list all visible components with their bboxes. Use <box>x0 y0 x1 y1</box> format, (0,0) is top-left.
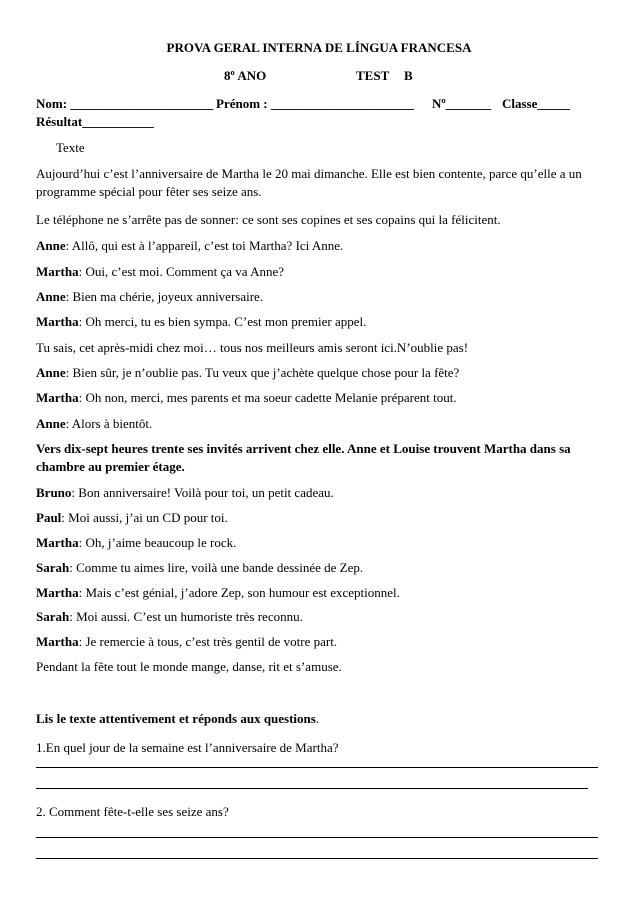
dialogue-line <box>36 264 284 280</box>
arrival-paragraph-line2: chambre au premier étage. <box>36 459 185 474</box>
dialogue-text: : Alors à bientôt. <box>65 416 153 431</box>
speaker-name: Bruno <box>36 485 72 500</box>
dialogue-line <box>36 609 303 625</box>
dialogue-text: : Oh non, merci, mes parents et ma soeur cadette Melanie préparent tout. <box>78 390 457 405</box>
dialogue-text: : Comme tu aimes lire, voilà une bande dessinée de Zep. <box>69 560 364 575</box>
dialogue-text: : Mais c’est génial, j’adore Zep, son humour est exceptionnel. <box>78 585 400 600</box>
dialogue-text: : Oh merci, tu es bien sympa. C’est mon premier appel. <box>78 314 367 329</box>
test-variant: B <box>404 68 413 83</box>
dialogue-text: : Moi aussi, j’ai un CD pour toi. <box>61 510 228 525</box>
dialogue-line <box>36 535 236 551</box>
numero-field[interactable]: Nº_______ <box>432 96 492 111</box>
prenom-field[interactable]: Prénom : ______________________ <box>216 96 414 111</box>
answer-line[interactable] <box>36 788 588 789</box>
dialogue-text: : Bien sûr, je n’oublie pas. Tu veux que j’achète quelque chose pour la fête? <box>65 365 460 380</box>
answer-line[interactable] <box>36 837 598 838</box>
answer-line[interactable] <box>36 858 598 859</box>
dialogue-text: : Moi aussi. C’est un humoriste très reconnu. <box>69 609 303 624</box>
speaker-name: Paul <box>36 510 62 525</box>
dialogue-line <box>36 510 228 526</box>
dialogue-line <box>36 585 400 601</box>
instructions <box>36 711 319 727</box>
closing-paragraph: Pendant la fête tout le monde mange, danse, rit et s’amuse. <box>36 659 342 674</box>
dialogue-line <box>36 560 363 576</box>
speaker-name: Anne <box>36 365 66 380</box>
intro-paragraph-line2: programme spécial pour fêter ses seize ans. <box>36 184 262 199</box>
classe-field[interactable]: Classe_____ <box>502 96 570 111</box>
dialogue-text: : Je remercie à tous, c’est très gentil de votre part. <box>78 634 338 649</box>
speaker-name: Martha <box>36 264 79 279</box>
dialogue-text: : Bien ma chérie, joyeux anniversaire. <box>65 289 264 304</box>
speaker-name: Martha <box>36 634 79 649</box>
arrival-paragraph-line1: Vers dix-sept heures trente ses invités arrivent chez elle. Anne et Louise trouvent Martha dans sa <box>36 441 571 456</box>
speaker-name: Sarah <box>36 560 70 575</box>
question-1: 1.En quel jour de la semaine est l’anniversaire de Martha? <box>36 740 339 755</box>
dialogue-continuation: Tu sais, cet après-midi chez moi… tous nos meilleurs amis seront ici.N’oublie pas! <box>36 340 469 355</box>
dialogue-line <box>36 416 152 432</box>
intro-paragraph-line1: Aujourd’hui c’est l’anniversaire de Martha le 20 mai dimanche. Elle est bien contente, parce qu’elle a un <box>36 166 582 181</box>
speaker-name: Martha <box>36 535 79 550</box>
phone-paragraph: Le téléphone ne s’arrête pas de sonner: ce sont ses copines et ses copains qui la félicitent. <box>36 212 501 227</box>
speaker-name: Anne <box>36 416 66 431</box>
answer-line[interactable] <box>36 767 598 768</box>
instructions-text: Lis le texte attentivement et réponds aux questions <box>36 711 316 726</box>
dialogue-text: : Allô, qui est à l’appareil, c’est toi Martha? Ici Anne. <box>65 238 344 253</box>
dialogue-line <box>36 634 337 650</box>
speaker-name: Martha <box>36 585 79 600</box>
dialogue-line <box>36 365 459 381</box>
dialogue-line <box>36 390 457 406</box>
speaker-name: Martha <box>36 390 79 405</box>
resultat-field[interactable]: Résultat___________ <box>36 114 154 129</box>
dialogue-text: : Oh, j’aime beaucoup le rock. <box>78 535 237 550</box>
instructions-period: . <box>315 711 320 726</box>
question-2: 2. Comment fête-t-elle ses seize ans? <box>36 804 229 819</box>
dialogue-text: : Bon anniversaire! Voilà pour toi, un petit cadeau. <box>71 485 334 500</box>
speaker-name: Anne <box>36 289 66 304</box>
dialogue-line <box>36 238 343 254</box>
speaker-name: Martha <box>36 314 79 329</box>
speaker-name: Anne <box>36 238 66 253</box>
test-label: TEST <box>356 68 390 83</box>
speaker-name: Sarah <box>36 609 70 624</box>
nom-field[interactable]: Nom: ______________________ <box>36 96 214 111</box>
document-title: PROVA GERAL INTERNA DE LÍNGUA FRANCESA <box>166 40 472 55</box>
dialogue-text: : Oui, c’est moi. Comment ça va Anne? <box>78 264 285 279</box>
dialogue-line <box>36 289 263 305</box>
grade-label: 8º ANO <box>224 68 267 83</box>
dialogue-line <box>36 314 366 330</box>
texte-label: Texte <box>56 140 85 155</box>
dialogue-line <box>36 485 334 501</box>
